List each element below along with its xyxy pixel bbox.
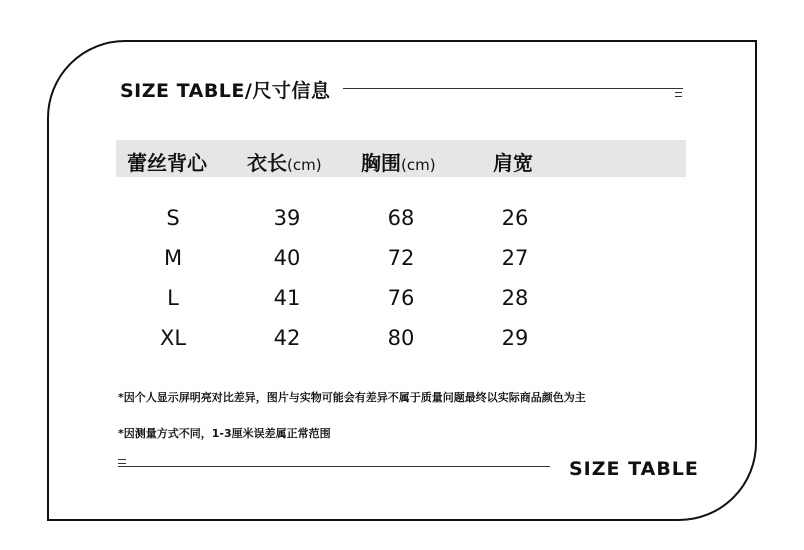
shoulder-cell: 29 (501, 326, 529, 350)
table-row (0, 283, 804, 313)
display-color-note: *因个人显示屏明亮对比差异，图片与实物可能会有差异不属于质量问题最终以实际商品颜色为主 (118, 391, 586, 404)
length-cell: 42 (273, 326, 301, 350)
column-header-product (127, 147, 207, 176)
column-header-label: 肩宽 (493, 151, 533, 175)
size-table-card (47, 40, 757, 521)
column-header-label: 胸围 (361, 151, 401, 175)
column-header-label: 蕾丝背心 (127, 151, 207, 175)
size-cell: XL (159, 326, 187, 350)
column-header-label: 衣长 (247, 151, 287, 175)
chest-cell: 76 (387, 286, 415, 310)
column-header-length (247, 147, 322, 176)
shoulder-cell: 28 (501, 286, 529, 310)
column-header-chest (361, 147, 436, 176)
column-header-unit: (cm) (287, 156, 322, 174)
chest-cell: 72 (387, 246, 415, 270)
measurement-note: *因测量方式不同，1-3厘米误差属正常范围 (118, 427, 331, 440)
size-cell: L (167, 286, 179, 310)
length-cell: 41 (273, 286, 301, 310)
column-header-shoulder (493, 147, 533, 176)
header-divider (343, 88, 683, 89)
length-cell: 40 (273, 246, 301, 270)
footer-title: SIZE TABLE (569, 458, 699, 480)
size-cell: M (163, 246, 183, 270)
size-cell: S (166, 206, 180, 230)
table-row (0, 203, 804, 233)
column-header-unit: (cm) (401, 156, 436, 174)
header-double-mark (675, 92, 682, 97)
page-title: SIZE TABLE/尺寸信息 (120, 80, 331, 102)
table-row (0, 243, 804, 273)
footer-double-mark (118, 459, 126, 464)
table-row (0, 323, 804, 353)
chest-cell: 80 (387, 326, 415, 350)
shoulder-cell: 27 (501, 246, 529, 270)
chest-cell: 68 (387, 206, 415, 230)
length-cell: 39 (273, 206, 301, 230)
shoulder-cell: 26 (501, 206, 529, 230)
footer-divider (118, 466, 550, 467)
